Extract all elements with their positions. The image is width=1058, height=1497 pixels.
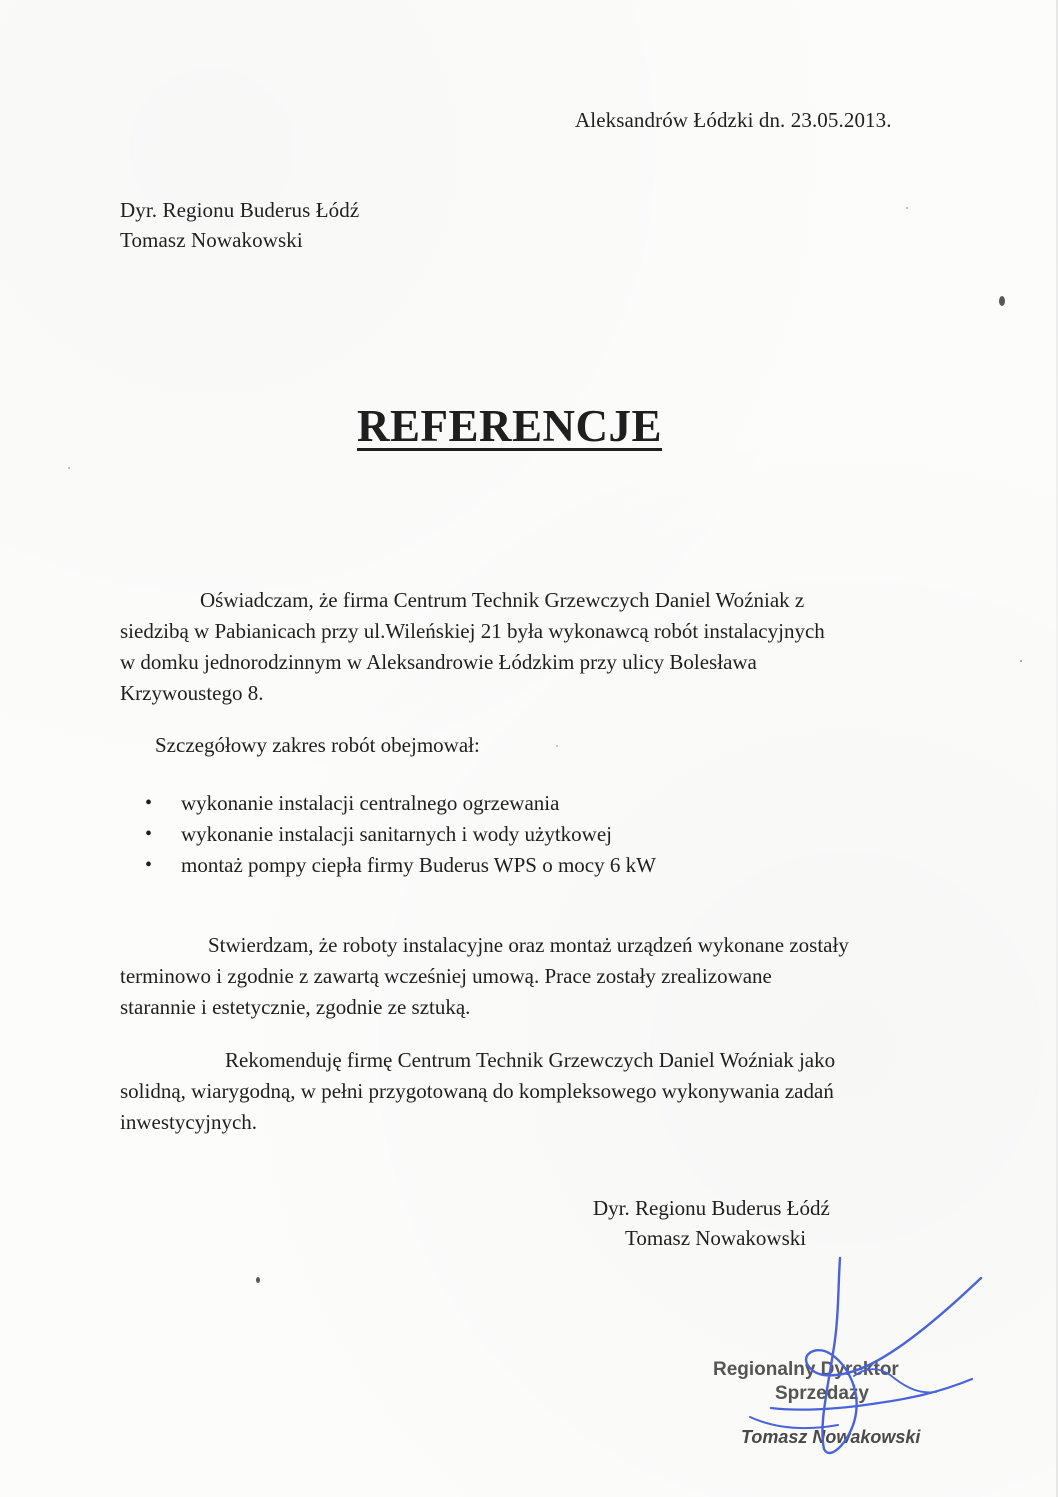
- paragraph-statement-line-4: Krzywoustego 8.: [120, 681, 264, 705]
- paragraph-confirmation: [120, 930, 955, 1023]
- scan-speck: [68, 467, 70, 469]
- place-and-date: Aleksandrów Łódzki dn. 23.05.2013.: [575, 108, 892, 132]
- stamp-line-1: Regionalny Dyrektor: [713, 1359, 899, 1380]
- signature-person: Tomasz Nowakowski: [625, 1226, 807, 1250]
- paragraph-confirmation-line-3: starannie i estetycznie, zgodnie ze sztuką.: [120, 995, 471, 1019]
- recipient-person: Tomasz Nowakowski: [120, 228, 303, 252]
- scope-item-label: wykonanie instalacji centralnego ogrzewania: [181, 791, 560, 815]
- stamp-line-2: Sprzedaży: [775, 1383, 869, 1404]
- scope-title: Szczegółowy zakres robót obejmował:: [155, 733, 480, 757]
- scope-item: [145, 788, 656, 819]
- scope-list: [145, 788, 656, 881]
- paragraph-confirmation-line-1: Stwierdzam, że roboty instalacyjne oraz montaż urządzeń wykonane zostały: [208, 933, 849, 957]
- paragraph-statement-line-3: w domku jednorodzinnym w Aleksandrowie Łódzkim przy ulicy Bolesława: [120, 650, 757, 674]
- paragraph-confirmation-line-2: terminowo i zgodnie z zawartą wcześniej umową. Prace zostały zrealizowane: [120, 964, 772, 988]
- scan-speck: [556, 745, 558, 747]
- bullet-icon: •: [145, 792, 153, 814]
- recipient-title: Dyr. Regionu Buderus Łódź: [120, 198, 360, 222]
- paragraph-recommendation-line-1: Rekomenduję firmę Centrum Technik Grzewczych Daniel Woźniak jako: [225, 1048, 836, 1072]
- document-title: REFERENCJE: [357, 401, 663, 451]
- scope-item: [145, 819, 656, 850]
- bullet-icon: •: [145, 823, 153, 845]
- scan-speck: [1020, 660, 1022, 662]
- scan-speck: [256, 1277, 260, 1283]
- stamp-line-3: Tomasz Nowakowski: [741, 1427, 921, 1447]
- scope-item-label: wykonanie instalacji sanitarnych i wody użytkowej: [181, 822, 612, 846]
- bullet-icon: •: [145, 854, 153, 876]
- scan-speck: [906, 207, 908, 209]
- scan-speck: [999, 296, 1005, 306]
- paragraph-statement-line-1: Oświadczam, że firma Centrum Technik Grzewczych Daniel Woźniak z: [200, 588, 805, 612]
- scope-item-label: montaż pompy ciepła firmy Buderus WPS o mocy 6 kW: [181, 853, 656, 877]
- paragraph-statement: [120, 585, 955, 709]
- paragraph-statement-line-2: siedzibą w Pabianicach przy ul.Wileńskiej 21 była wykonawcą robót instalacyjnych: [120, 619, 825, 643]
- paragraph-recommendation-line-2: solidną, wiarygodną, w pełni przygotowaną do kompleksowego wykonywania zadań: [120, 1079, 834, 1103]
- paragraph-recommendation-line-3: inwestycyjnych.: [120, 1110, 258, 1134]
- signature-title: Dyr. Regionu Buderus Łódź: [593, 1196, 830, 1220]
- scope-item: [145, 850, 656, 881]
- paragraph-recommendation: [120, 1045, 955, 1138]
